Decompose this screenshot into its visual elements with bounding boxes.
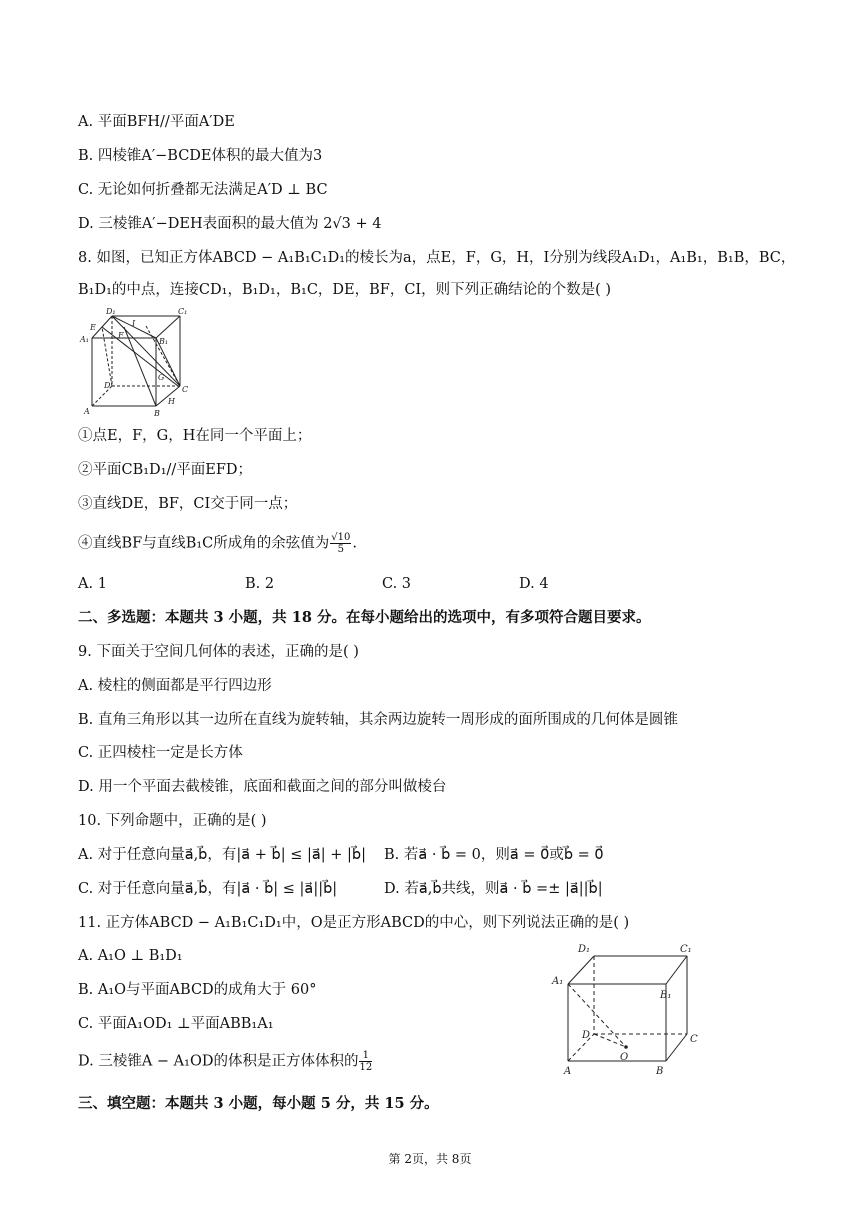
q10-option-b: B. 若a⃗ · b⃗ = 0，则a⃗ = 0⃗或b⃗ = 0⃗	[384, 847, 604, 863]
q8-label-g: G	[158, 373, 165, 382]
q8-option-c: C. 3	[382, 576, 412, 592]
q11-label-b: B	[656, 1066, 664, 1077]
q7-option-c: C. 无论如何折叠都无法满足A′D ⊥ BC	[78, 182, 328, 198]
q8-label-b1: B₁	[159, 337, 169, 346]
q8-s4-numerator: √10	[331, 532, 351, 543]
q11-option-d	[78, 1050, 373, 1073]
q11-label-a: A	[564, 1066, 572, 1077]
q10-option-d: D. 若a⃗,b⃗共线，则a⃗ · b⃗ =± |a⃗||b⃗|	[384, 881, 603, 897]
page-footer: 第 2页，共 8页	[388, 1152, 472, 1166]
q7-option-b: B. 四棱锥A′−BCDE体积的最大值为3	[78, 148, 323, 164]
q8-s4-denominator: 5	[337, 544, 345, 555]
q11-option-b: B. A₁O与平面ABCD的成角大于 60°	[78, 982, 317, 998]
q8-cube-figure	[78, 306, 196, 418]
q8-label-b: B	[154, 409, 160, 418]
q9-option-d: D. 用一个平面去截棱锥，底面和截面之间的部分叫做棱台	[78, 779, 447, 795]
q11-d-prefix: D. 三棱锥A − A₁OD的体积是正方体体积的	[78, 1053, 359, 1070]
q11-stem: 11. 正方体ABCD − A₁B₁C₁D₁中，O是正方形ABCD的中心，则下列说法正确的是( )	[78, 915, 630, 931]
q8-stem-line1: 8. 如图，已知正方体ABCD − A₁B₁C₁D₁的棱长为a，点E，F，G，H，I分别为线段A₁D₁，A₁B₁，B₁B，BC，	[78, 250, 796, 266]
q10-option-c: C. 对于任意向量a⃗,b⃗，有|a⃗ · b⃗| ≤ |a⃗||b⃗|	[78, 881, 338, 897]
q11-option-a: A. A₁O ⊥ B₁D₁	[78, 948, 183, 964]
q11-label-d1: D₁	[578, 944, 591, 955]
q9-option-b: B. 直角三角形以其一边所在直线为旋转轴，其余两边旋转一周形成的面所围成的几何体是圆锥	[78, 712, 678, 728]
q11-label-c1: C₁	[680, 944, 692, 955]
q9-option-a: A. 棱柱的侧面都是平行四边形	[78, 678, 272, 694]
q11-label-o: O	[620, 1052, 629, 1063]
q8-s4-suffix: .	[352, 535, 357, 552]
q11-label-d: D	[582, 1030, 591, 1041]
q8-label-c1: C₁	[178, 307, 188, 316]
q8-label-h: H	[168, 397, 175, 406]
q9-stem: 9. 下面关于空间几何体的表述，正确的是( )	[78, 644, 359, 660]
q9-option-c: C. 正四棱柱一定是长方体	[78, 745, 243, 761]
q8-label-e: E	[90, 323, 96, 332]
q11-label-c: C	[690, 1034, 698, 1045]
q8-label-i: I	[132, 319, 136, 328]
section-2-heading: 二、多选题：本题共 3 小题，共 18 分。在每小题给出的选项中，有多项符合题目要求。	[78, 609, 651, 626]
q8-s4-prefix: ④直线BF与直线B₁C所成角的余弦值为	[78, 535, 330, 552]
q8-statement-1: ①点E，F，G，H在同一个平面上；	[78, 428, 312, 444]
q8-statement-2: ②平面CB₁D₁//平面EFD；	[78, 462, 253, 478]
q8-statement-4	[78, 532, 357, 555]
q8-stem-line2: B₁D₁的中点，连接CD₁，B₁D₁，B₁C，DE，BF，CI，则下列正确结论的个数是( )	[78, 282, 612, 298]
q8-label-d1: D₁	[106, 307, 116, 316]
q11-d-numerator: 1	[359, 1050, 372, 1062]
q8-option-d: D. 4	[519, 576, 549, 592]
q8-label-d: D	[104, 381, 111, 390]
q11-label-b1: B₁	[660, 990, 672, 1001]
q8-option-b: B. 2	[245, 576, 275, 592]
q7-option-a: A. 平面BFH//平面A′DE	[78, 114, 235, 130]
q10-stem: 10. 下列命题中，正确的是( )	[78, 813, 267, 829]
q11-d-denominator: 12	[359, 1062, 373, 1073]
q10-option-a: A. 对于任意向量a⃗,b⃗，有|a⃗ + b⃗| ≤ |a⃗| + |b⃗|	[78, 847, 366, 863]
q7-option-d: D. 三棱锥A′−DEH表面积的最大值为 2√3 + 4	[78, 216, 382, 232]
q11-label-a1: A₁	[552, 976, 564, 987]
q8-s4-fraction	[330, 532, 351, 555]
q8-label-c: C	[182, 385, 189, 394]
q8-label-f: F	[118, 331, 124, 340]
q11-cube-figure	[548, 938, 708, 1078]
q11-option-c: C. 平面A₁OD₁ ⊥平面ABB₁A₁	[78, 1016, 274, 1032]
q8-statement-3: ③直线DE，BF，CI交于同一点；	[78, 496, 298, 512]
q8-option-a: A. 1	[78, 576, 107, 592]
section-3-heading: 三、填空题：本题共 3 小题，每小题 5 分，共 15 分。	[78, 1095, 439, 1112]
q8-label-a1: A₁	[80, 335, 89, 344]
q8-label-a: A	[84, 407, 90, 416]
q11-d-fraction	[359, 1050, 372, 1073]
